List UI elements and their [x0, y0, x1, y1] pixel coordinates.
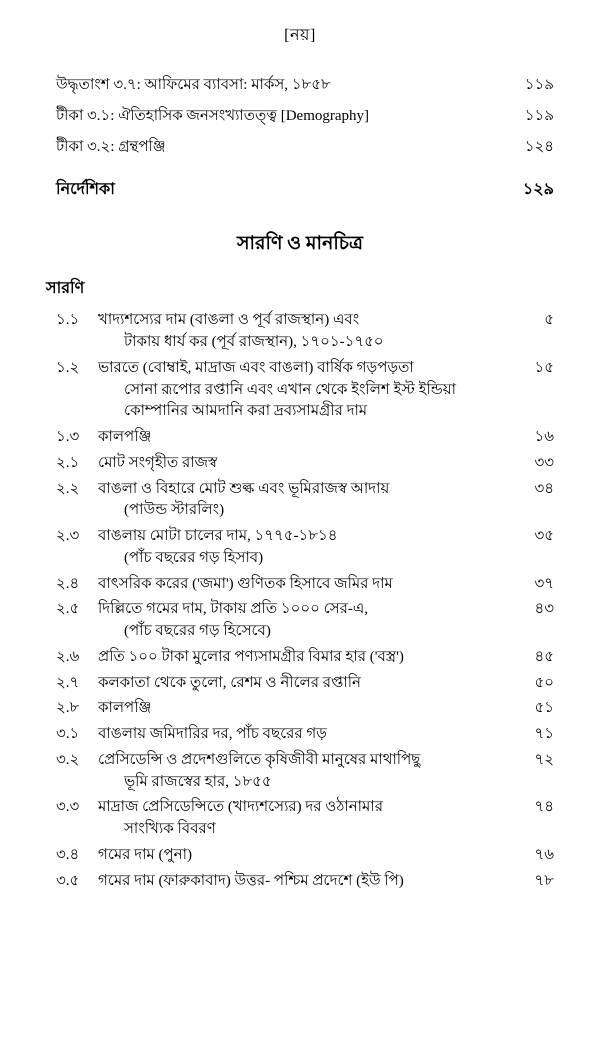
table-title: [98, 724, 506, 746]
table-title-continuation: টাকায় ধার্য কর (পূর্ব রাজস্থান), ১৭০১-১৭৫০: [124, 334, 384, 350]
table-title-line: গমের দাম (পুনা): [98, 846, 192, 863]
table-title-line: খাদ্যশস্যের দাম (বাঙলা ও পূর্ব রাজস্থান) এবং: [98, 312, 360, 329]
toc-entry[interactable]: [46, 137, 554, 159]
table-page: ৫০: [534, 674, 554, 691]
table-page: ৩৪: [534, 480, 554, 497]
toc-entry-page: ১১৯: [524, 107, 554, 124]
table-page: ৭২: [534, 751, 554, 768]
table-row[interactable]: [46, 698, 554, 720]
table-page: ৭৬: [534, 846, 554, 863]
index-entry-page: ১২৯: [522, 181, 554, 199]
table-number: ২.১: [56, 454, 80, 471]
table-title: [98, 599, 506, 643]
table-number: ৩.৪: [56, 846, 80, 863]
table-page: ৩৫: [534, 528, 554, 544]
table-row[interactable]: [46, 427, 554, 449]
table-row[interactable]: [46, 479, 554, 523]
table-title-line: কালপঞ্জি: [98, 429, 152, 445]
table-row[interactable]: [46, 797, 554, 841]
table-row[interactable]: [46, 673, 554, 695]
index-entry[interactable]: [46, 176, 554, 203]
table-title-continuation: সাংখ্যিক বিবরণ: [124, 821, 216, 837]
table-row[interactable]: [46, 453, 554, 475]
table-row[interactable]: [46, 647, 554, 669]
table-page: ৫১: [534, 700, 554, 717]
table-title: [98, 479, 506, 523]
table-title: [98, 427, 506, 449]
table-row[interactable]: [46, 750, 554, 794]
table-number: ১.৩: [56, 429, 80, 445]
table-number: ২.৬: [56, 648, 80, 665]
table-title: [98, 698, 506, 720]
table-number: ৩.১: [56, 726, 80, 742]
subsection-title: সারণি: [46, 280, 85, 298]
table-number: ৩.৩: [56, 799, 80, 816]
table-page: ১৬: [534, 429, 554, 445]
toc-entry-label: উদ্ধৃতাংশ ৩.৭: আফিমের ব্যাবসা: মার্কস, ১৮৫৮: [56, 77, 331, 93]
section-title: সারণি ও মানচিত্র: [237, 233, 363, 255]
tables-list: [46, 310, 554, 892]
table-title-continuation: (পাঁচ বছরের গড় হিসেবে): [124, 623, 271, 639]
table-row[interactable]: [46, 845, 554, 867]
table-page: ১৫: [534, 359, 554, 376]
table-title-continuation: সোনা রূপোর রপ্তানি এবং এখান থেকে ইংলিশ ইস্ট ইন্ডিয়া: [124, 381, 456, 398]
table-page: ৪৫: [534, 648, 554, 665]
table-title-line: ভারতে (বোম্বাই, মাদ্রাজ এবং বাঙলা) বার্ষিক গড়পড়তা: [98, 359, 414, 376]
toc-entry[interactable]: [46, 106, 554, 128]
table-title-line: বাঙলায় মোটা চালের দাম, ১৭৭৫-১৮১৪: [98, 528, 338, 544]
table-title-line: বাঙলায় জমিদারির দর, পাঁচ বছরের গড়: [98, 726, 327, 742]
table-title-line: বাঙলা ও বিহারে মোট শুল্ক এবং ভূমিরাজস্ব আদায়: [98, 480, 390, 497]
table-title-continuation: (পাঁচ বছরের গড় হিসাব): [124, 549, 264, 566]
table-title-line: প্রতি ১০০ টাকা মুলোর পণ্যসামগ্রীর বিমার হার ('বস্ত্র'): [98, 648, 404, 665]
table-number: ৩.৫: [56, 872, 80, 889]
table-number: ২.৪: [56, 575, 80, 592]
table-title-line: কালপঞ্জি: [98, 700, 152, 717]
table-number: ২.২: [56, 480, 80, 497]
table-row[interactable]: [46, 310, 554, 354]
table-number: ২.৮: [56, 700, 80, 717]
table-title-line: গমের দাম (ফারুকাবাদ) উত্তর- পশ্চিম প্রদেশে (ইউ পি): [98, 872, 404, 889]
table-row[interactable]: [46, 526, 554, 570]
table-title-line: প্রেসিডেন্সি ও প্রদেশগুলিতে কৃষিজীবী মানুষের মাথাপিছু: [98, 751, 421, 768]
table-title-line: কলকাতা থেকে তুলো, রেশম ও নীলের রপ্তানি: [98, 674, 361, 691]
table-title-continuation: কোম্পানির আমদানি করা দ্রব্যসামগ্রীর দাম: [124, 403, 368, 420]
toc-entry[interactable]: [46, 75, 554, 97]
table-title: [98, 750, 506, 794]
table-title-line: মাদ্রাজ প্রেসিডেন্সিতে (খাদ্যশস্যের) দর ওঠানামার: [98, 799, 383, 816]
table-title: [98, 673, 506, 695]
table-title: [98, 453, 506, 475]
table-title: [98, 797, 506, 841]
toc-entry-page: ১১৯: [524, 77, 554, 93]
table-number: ১.১: [56, 312, 80, 329]
table-title: [98, 845, 506, 867]
toc-entry-page: ১২৪: [524, 138, 554, 155]
table-title: [98, 574, 506, 596]
table-number: ২.৫: [56, 601, 80, 618]
table-row[interactable]: [46, 724, 554, 746]
table-title-continuation: ভূমি রাজস্বের হার, ১৮৫৫: [124, 773, 272, 790]
table-row[interactable]: [46, 574, 554, 596]
table-page: ৪৩: [534, 601, 554, 618]
table-page: ৩৭: [534, 575, 554, 592]
table-title-line: বাৎসরিক করের ('জমা') গুণিতক হিসাবে জমির দাম: [98, 575, 393, 592]
table-page: ৭৮: [534, 872, 554, 889]
table-title: [98, 526, 506, 570]
table-row[interactable]: [46, 599, 554, 643]
table-number: ১.২: [56, 359, 80, 376]
table-title: [98, 647, 506, 669]
table-page: ৭৪: [534, 799, 554, 816]
table-page: ৭১: [534, 726, 554, 742]
table-page: ৩৩: [534, 454, 554, 471]
toc-entry-label: টীকা ৩.১: ঐতিহাসিক জনসংখ্যাতত্ত্ব [Demography]: [56, 107, 370, 124]
table-title-line: মোট সংগৃহীত রাজস্ব: [98, 454, 218, 471]
table-number: ২.৩: [56, 528, 80, 544]
page-number-header: [নয়]: [284, 27, 316, 44]
index-entry-label: নির্দেশিকা: [56, 181, 115, 199]
table-title-line: দিল্লিতে গমের দাম, টাকায় প্রতি ১০০০ সের-এ,: [98, 601, 369, 618]
table-number: ২.৭: [56, 674, 80, 691]
table-row[interactable]: [46, 871, 554, 893]
table-title-continuation: (পাউন্ড স্টারলিং): [124, 502, 225, 519]
table-title: [98, 358, 506, 423]
appendix-entries-list: [46, 75, 554, 158]
table-row[interactable]: [46, 358, 554, 423]
toc-entry-label: টীকা ৩.২: গ্রন্থপঞ্জি: [56, 138, 166, 155]
table-number: ৩.২: [56, 751, 80, 768]
table-title: [98, 310, 506, 354]
table-page: ৫: [544, 312, 554, 329]
table-title: [98, 871, 506, 893]
